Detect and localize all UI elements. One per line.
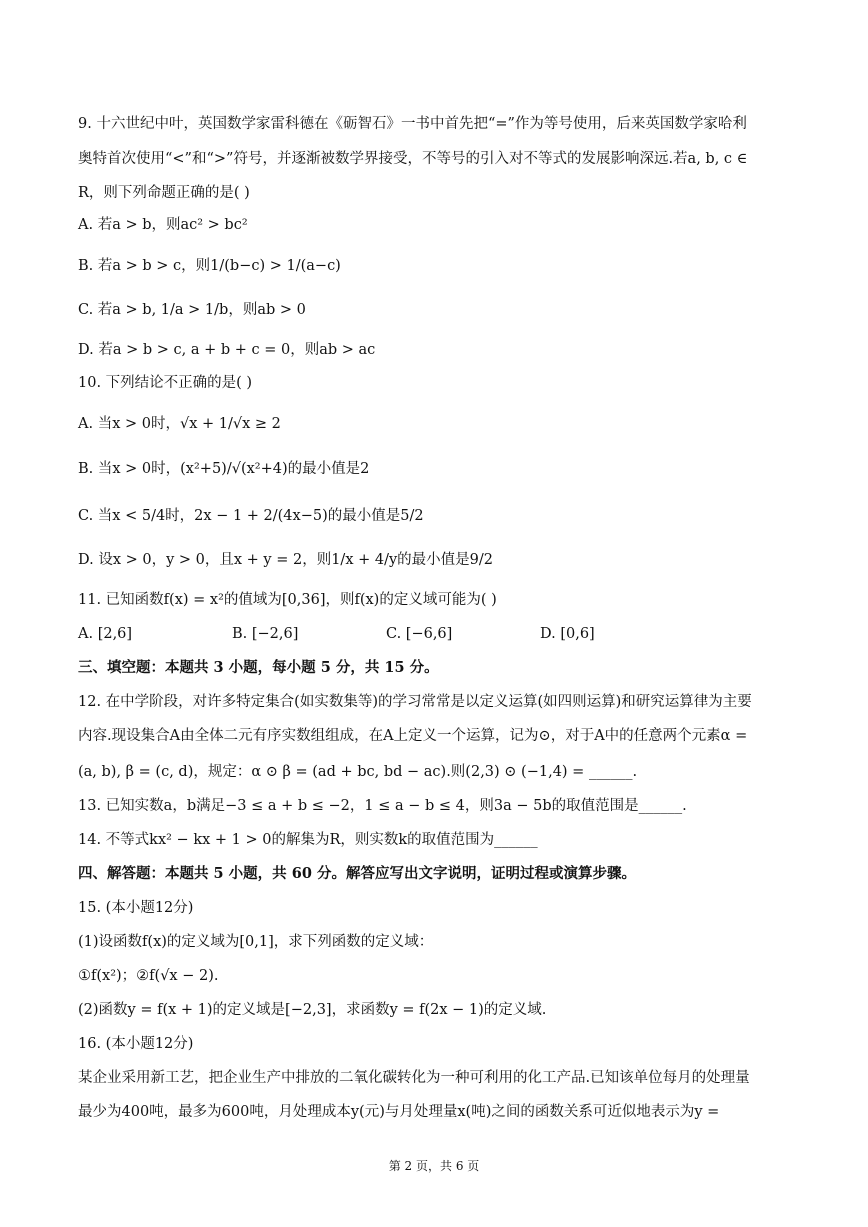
q9-line3: R，则下列命题正确的是( ) — [78, 185, 250, 201]
page-number-footer: 第 2 页，共 6 页 — [388, 1159, 480, 1173]
q15-part1-items: ①f(x²)；②f(√x − 2). — [78, 968, 219, 984]
q9-option-d: D. 若a > b > c, a + b + c = 0，则ab > ac — [78, 342, 376, 358]
q10-option-a: A. 当x > 0时，√x + 1/√x ≥ 2 — [78, 416, 281, 432]
exam-page — [78, 0, 790, 1227]
q11-option-b: B. [−2,6] — [232, 626, 299, 642]
q9-option-b: B. 若a > b > c，则1/(b−c) > 1/(a−c) — [78, 258, 341, 274]
q9-option-a: A. 若a > b，则ac² > bc² — [78, 217, 248, 233]
q11-stem: 11. 已知函数f(x) = x²的值域为[0,36]，则f(x)的定义域可能为( ) — [78, 592, 497, 608]
q12-line2: 内容.现设集合A由全体二元有序实数组组成，在A上定义一个运算，记为⊙，对于A中的任意两个元素α = — [78, 728, 748, 744]
q11-options — [78, 624, 790, 644]
q12-line3: (a, b), β = (c, d)，规定：α ⊙ β = (ad + bc, bd − ac).则(2,3) ⊙ (−1,4) = ______. — [78, 764, 638, 780]
q16-line1: 某企业采用新工艺，把企业生产中排放的二氧化碳转化为一种可利用的化工产品.已知该单位每月的处理量 — [78, 1070, 750, 1086]
q11-option-d: D. [0,6] — [540, 626, 595, 642]
q13: 13. 已知实数a，b满足−3 ≤ a + b ≤ −2，1 ≤ a − b ≤ 4，则3a − 5b的取值范围是______. — [78, 798, 687, 814]
q15-part2: (2)函数y = f(x + 1)的定义域是[−2,3]，求函数y = f(2x − 1)的定义域. — [78, 1002, 547, 1018]
q11-option-c: C. [−6,6] — [386, 626, 453, 642]
q9-option-c: C. 若a > b, 1/a > 1/b，则ab > 0 — [78, 302, 306, 318]
section-answer-heading: 四、解答题：本题共 5 小题，共 60 分。解答应写出文字说明，证明过程或演算步骤。 — [78, 865, 636, 882]
q11-option-a: A. [2,6] — [78, 626, 133, 642]
q9-line1: 9. 十六世纪中叶，英国数学家雷科德在《砺智石》一书中首先把“=”作为等号使用，后来英国数学家哈利 — [78, 116, 747, 132]
q10-stem: 10. 下列结论不正确的是( ) — [78, 375, 253, 391]
q15-part1: (1)设函数f(x)的定义域为[0,1]，求下列函数的定义域： — [78, 934, 434, 950]
q10-option-b: B. 当x > 0时，(x²+5)/√(x²+4)的最小值是2 — [78, 461, 370, 477]
q12-line1: 12. 在中学阶段，对许多特定集合(如实数集等)的学习常常是以定义运算(如四则运算)和研究运算律为主要 — [78, 694, 752, 710]
section-fill-in-heading: 三、填空题：本题共 3 小题，每小题 5 分，共 15 分。 — [78, 659, 439, 676]
q10-option-d: D. 设x > 0，y > 0，且x + y = 2，则1/x + 4/y的最小值是9/2 — [78, 552, 494, 568]
q16-line2: 最少为400吨，最多为600吨，月处理成本y(元)与月处理量x(吨)之间的函数关系可近似地表示为y = — [78, 1104, 720, 1120]
q14: 14. 不等式kx² − kx + 1 > 0的解集为R，则实数k的取值范围为______ — [78, 832, 538, 848]
q15-heading: 15. (本小题12分) — [78, 900, 194, 916]
q16-heading: 16. (本小题12分) — [78, 1036, 194, 1052]
q9-line2: 奥特首次使用“<”和“>”符号，并逐渐被数学界接受，不等号的引入对不等式的发展影响深远.若a, b, c ∈ — [78, 151, 748, 167]
q10-option-c: C. 当x < 5/4时，2x − 1 + 2/(4x−5)的最小值是5/2 — [78, 508, 424, 524]
